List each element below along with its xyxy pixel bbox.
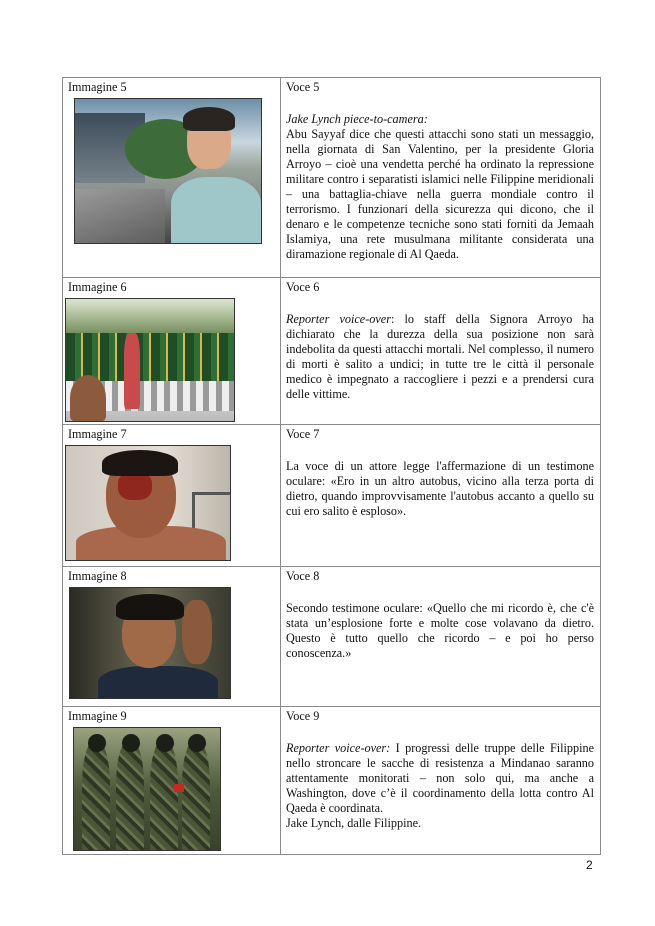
voice-lead: Reporter voice-over <box>286 312 391 326</box>
voice-cell <box>281 425 601 567</box>
voice-lead: Jake Lynch piece-to-camera: <box>286 112 428 126</box>
voice-cell <box>281 567 601 707</box>
voice-label: Voce 9 <box>286 709 320 723</box>
voice-text <box>286 727 594 831</box>
voice-label: Voce 7 <box>286 427 320 441</box>
voice-body-text: Secondo testimone oculare: «Quello che mi ricordo è, che c'è stata un’esplosione forte e molte cose volavano da dietro. Questo è tutto quello che ricordo – e poi ho perso conoscenza.» <box>286 601 594 660</box>
voice-label: Voce 8 <box>286 569 320 583</box>
image-cell <box>63 425 281 567</box>
injured-witness-photo <box>65 445 231 561</box>
table-row <box>63 78 601 278</box>
voice-text <box>286 587 594 661</box>
image-label: Immagine 8 <box>68 569 127 583</box>
reporter-photo <box>74 98 262 244</box>
voice-body-text: I progressi delle truppe delle Filippine nello stroncare le sacche di resistenza a Mindanao saranno attentamente monitorati – non solo qui, ma anche a Washington, dove c’è il coordinamento della lotta contro Al Qaeda è coordinata. <box>286 741 594 815</box>
voice-cell <box>281 707 601 855</box>
image-label: Immagine 6 <box>68 280 127 294</box>
voice-label: Voce 6 <box>286 280 320 294</box>
image-cell <box>63 78 281 278</box>
table-row <box>63 707 601 855</box>
image-label: Immagine 5 <box>68 80 127 94</box>
image-cell <box>63 707 281 855</box>
table-row <box>63 425 601 567</box>
voice-body-text: La voce di un attore legge l'affermazione di un testimone oculare: «Ero in un altro autobus, vicino alla terza porta di dietro, quando improvvisamente l'autobus accanto a quello su cui ero salito è esploso». <box>286 459 594 518</box>
table-row <box>63 278 601 425</box>
voice-signoff: Jake Lynch, dalle Filippine. <box>286 816 422 830</box>
voice-text <box>286 445 594 519</box>
voice-text <box>286 98 594 262</box>
image-cell <box>63 567 281 707</box>
page-number: 2 <box>586 858 593 872</box>
image-label: Immagine 9 <box>68 709 127 723</box>
image-cell <box>63 278 281 425</box>
troops-photo <box>73 727 221 851</box>
script-table <box>62 77 601 855</box>
voice-cell <box>281 278 601 425</box>
voice-label: Voce 5 <box>286 80 320 94</box>
voice-lead: Reporter voice-over: <box>286 741 391 755</box>
second-witness-photo <box>69 587 231 699</box>
voice-body-text: : lo staff della Signora Arroyo ha dichiarato che la durezza della sua posizione non sarà indebolita da questi attacchi mortali. Nel complesso, il numero di morti è salito a undici; in tutte tre le città il personale medico è impegnato a raccogliere i pezzi e a prendersi cura delle vittime. <box>286 312 594 401</box>
voice-body-text: Abu Sayyaf dice che questi attacchi sono stati un messaggio, nella giornata di San Valentino, per la presidente Gloria Arroyo – cioè una vendetta perché ha ordinato la repressione militare contro i separatisti islamici nelle Filippine meridionali – una battaglia-chiave nella guerra mondiale contro il terrorismo. I funzionari della sicurezza qui dicono, che il denaro e le competenze tecniche sono stati forniti da Jemaah Islamiya, una rete musulmana militante considerata una diramazione regionale di Al Qaeda. <box>286 127 594 261</box>
voice-cell <box>281 78 601 278</box>
image-label: Immagine 7 <box>68 427 127 441</box>
voice-text <box>286 298 594 402</box>
soldiers-parade-photo <box>65 298 235 422</box>
table-row <box>63 567 601 707</box>
